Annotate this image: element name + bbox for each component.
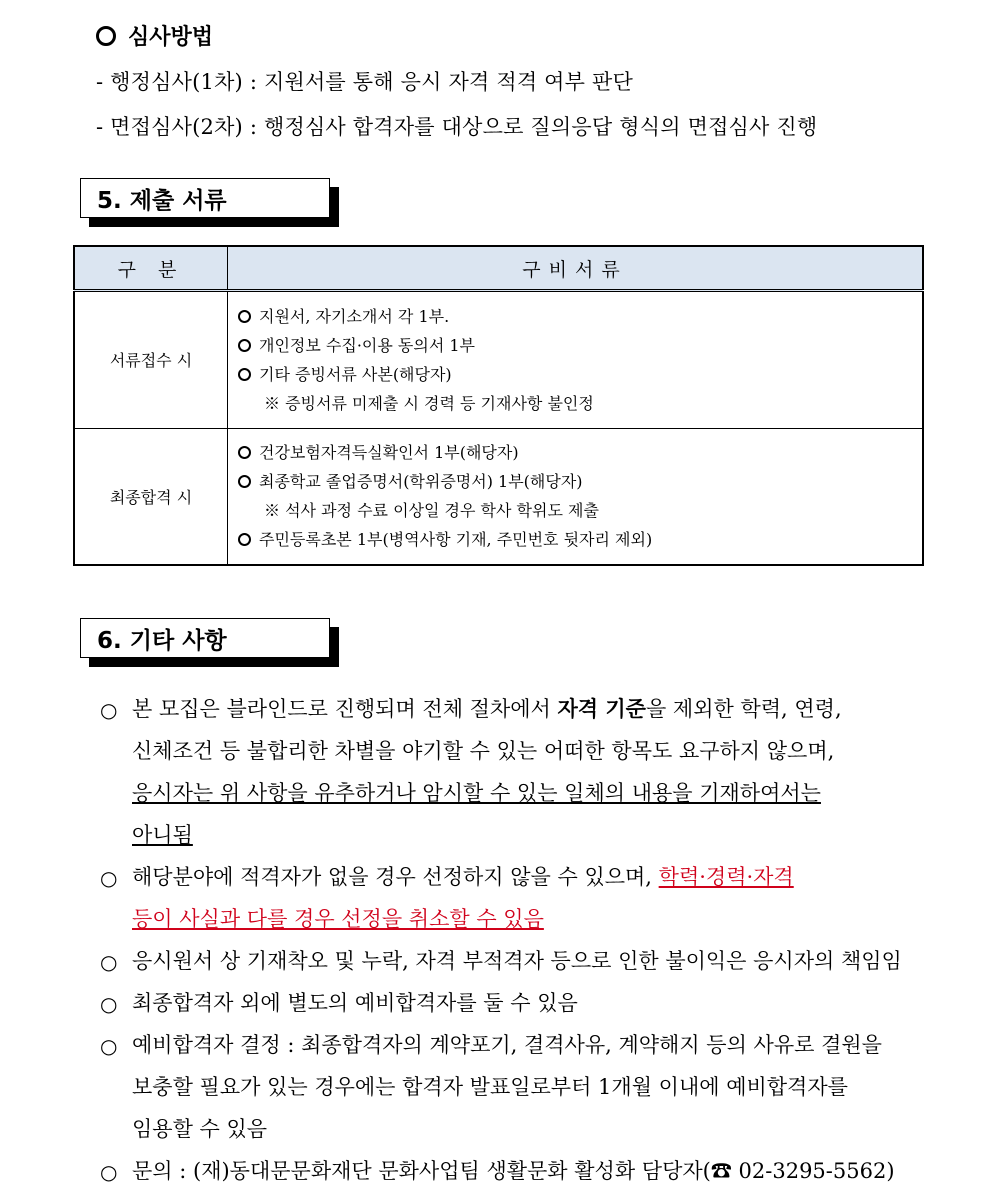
text: 보충할 필요가 있는 경우에는 합격자 발표일로부터 1개월 이내에 예비합격자를 (132, 1075, 848, 1099)
phone-icon: ☎ (710, 1159, 732, 1183)
emphasis-text: 자격 기준 (557, 696, 646, 721)
section6-title: 6. 기타 사항 (80, 618, 330, 658)
header-documents: 구비서류 (228, 246, 924, 291)
text: 본 모집은 블라인드로 진행되며 전체 절차에서 (132, 697, 558, 721)
review-method-heading (96, 20, 213, 51)
circle-bullet-icon (96, 26, 116, 46)
bullet-icon: ○ (100, 698, 118, 722)
section5-title: 5. 제출 서류 (80, 178, 330, 218)
review-line-1: - 행정심사(1차) : 지원서를 통해 응시 자격 적격 여부 판단 (96, 70, 633, 94)
ring-bullet-icon (238, 475, 251, 488)
row-category: 서류접수 시 (74, 291, 228, 429)
table-row (74, 291, 923, 429)
item-text: 건강보험자격득실확인서 1부(해당자) (259, 443, 519, 463)
notice-paragraph-5 (132, 1024, 922, 1150)
text: 최종합격자 외에 별도의 예비합격자를 둘 수 있음 (132, 991, 578, 1015)
table-row (74, 428, 923, 565)
item-text: 지원서, 자기소개서 각 1부. (259, 306, 450, 326)
notice-paragraph-1 (132, 688, 922, 856)
underlined-text: 응시자는 위 사항을 유추하거나 암시할 수 있는 일체의 내용을 기재하여서는 (132, 781, 821, 805)
ring-bullet-icon (238, 310, 251, 323)
text: 응시원서 상 기재착오 및 누락, 자격 부적격자 등으로 인한 불이익은 응시자의 책임임 (132, 949, 902, 973)
row-note: ※ 증빙서류 미제출 시 경력 등 기재사항 불인정 (264, 393, 594, 413)
header-category: 구 분 (74, 246, 228, 291)
ring-bullet-icon (238, 339, 251, 352)
list-item (238, 331, 921, 360)
text: 을 제외한 학력, 연령, (645, 697, 842, 721)
bullet-icon: ○ (100, 992, 118, 1016)
bullet-icon: ○ (100, 1160, 118, 1184)
ring-bullet-icon (238, 533, 251, 546)
row-category: 최종합격 시 (74, 428, 228, 565)
red-underlined-text: 학력·경력·자격 (658, 865, 794, 889)
phone-number: 02-3295-5562) (731, 1159, 895, 1183)
list-item (238, 525, 921, 554)
red-underlined-text: 등이 사실과 다를 경우 선정을 취소할 수 있음 (132, 907, 544, 931)
ring-bullet-icon (238, 446, 251, 459)
list-item (238, 438, 921, 467)
notice-paragraph-3 (132, 940, 922, 982)
notice-paragraph-2 (132, 856, 922, 940)
item-text: 개인정보 수집·이용 동의서 1부 (259, 335, 475, 355)
documents-table (73, 245, 924, 566)
ring-bullet-icon (238, 368, 251, 381)
notice-paragraph-4 (132, 982, 922, 1024)
item-text: 최종학교 졸업증명서(학위증명서) 1부(해당자) (259, 472, 583, 492)
table-header-row (74, 246, 923, 291)
item-text: 기타 증빙서류 사본(해당자) (259, 364, 452, 384)
list-item (238, 360, 921, 389)
underlined-text: 아니됨 (132, 823, 193, 847)
row-items (228, 291, 924, 429)
bullet-icon: ○ (100, 866, 118, 890)
row-items (228, 428, 924, 565)
review-method-title: 심사방법 (128, 25, 214, 50)
row-note: ※ 석사 과정 수료 이상일 경우 학사 학위도 제출 (264, 501, 599, 521)
text: 신체조건 등 불합리한 차별을 야기할 수 있는 어떠한 항목도 요구하지 않으며, (132, 739, 835, 763)
review-line-2: - 면접심사(2차) : 행정심사 합격자를 대상으로 질의응답 형식의 면접심사 진행 (96, 115, 818, 139)
item-text: 주민등록초본 1부(병역사항 기재, 주민번호 뒷자리 제외) (259, 530, 653, 550)
bullet-icon: ○ (100, 950, 118, 974)
list-item (238, 467, 921, 496)
text: 예비합격자 결정 : 최종합격자의 계약포기, 결격사유, 계약해지 등의 사유로 결원을 (132, 1033, 882, 1057)
text: 문의 : (재)동대문문화재단 문화사업팀 생활문화 활성화 담당자( (132, 1159, 711, 1183)
notice-paragraph-6 (132, 1150, 922, 1192)
text: 해당분야에 적격자가 없을 경우 선정하지 않을 수 있으며, (132, 865, 659, 889)
bullet-icon: ○ (100, 1034, 118, 1058)
text: 임용할 수 있음 (132, 1117, 268, 1141)
list-item (238, 302, 921, 331)
